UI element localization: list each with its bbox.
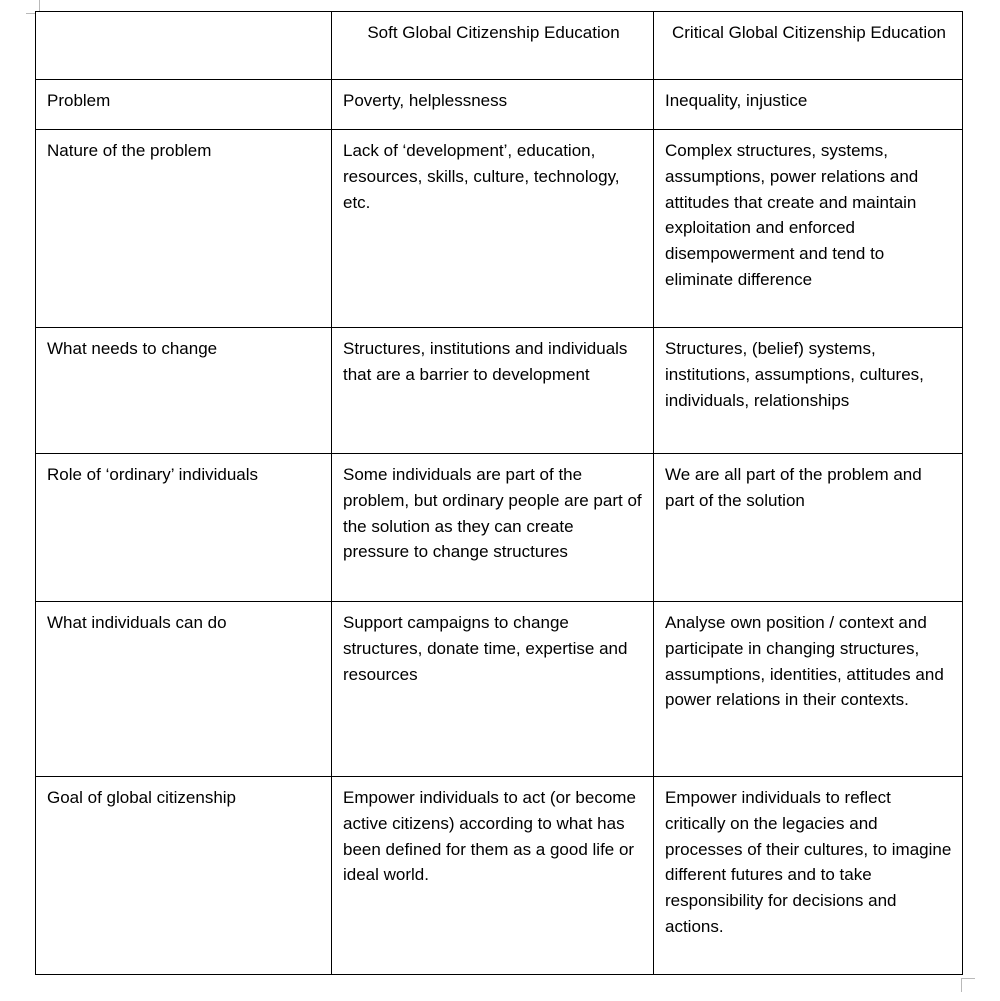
- row-label-problem: [36, 80, 332, 130]
- table-row: [36, 602, 963, 777]
- cell-soft-problem: [332, 80, 654, 130]
- table-row: [36, 328, 963, 454]
- cell-critical-role-of-ordinary-individuals: [654, 454, 963, 602]
- cell-critical-nature-of-the-problem: [654, 130, 963, 328]
- table-row: [36, 454, 963, 602]
- cell-soft-nature-of-the-problem: [332, 130, 654, 328]
- cell-text: Role of ‘ordinary’ individuals: [47, 465, 259, 484]
- cell-text: Structures, (belief) systems, institutions, assumptions, cultures, individuals, relationships: [665, 339, 924, 410]
- cell-text: Complex structures, systems, assumptions, power relations and attitudes that create and maintain exploitation and enforced disempowerment and tend to eliminate difference: [665, 141, 919, 290]
- cell-text: Nature of the problem: [47, 141, 212, 160]
- comparison-table-container: [35, 11, 962, 975]
- table-header: [36, 12, 963, 80]
- cell-text: Empower individuals to reflect critically on the legacies and processes of their cultures, to imagine different futures and to take responsibility for decisions and actions.: [665, 788, 952, 937]
- cell-soft-goal-of-global-citizenship: [332, 777, 654, 975]
- column-header-critical-gce: Critical Global Citizenship Education: [654, 12, 963, 80]
- cell-text: Support campaigns to change structures, donate time, expertise and resources: [343, 613, 628, 684]
- row-label-role-of-ordinary-individuals: [36, 454, 332, 602]
- row-label-what-needs-to-change: [36, 328, 332, 454]
- cell-critical-what-individuals-can-do: [654, 602, 963, 777]
- cell-critical-goal-of-global-citizenship: [654, 777, 963, 975]
- row-label-nature-of-the-problem: [36, 130, 332, 328]
- cell-critical-what-needs-to-change: [654, 328, 963, 454]
- cell-text: Structures, institutions and individuals that are a barrier to development: [343, 339, 628, 384]
- cell-text: Problem: [47, 91, 111, 110]
- cell-critical-problem: [654, 80, 963, 130]
- cell-soft-what-needs-to-change: [332, 328, 654, 454]
- cell-text: Some individuals are part of the problem, but ordinary people are part of the solution as they can create pressure to change structures: [343, 465, 642, 562]
- table-row: [36, 777, 963, 975]
- table-header-row: [36, 12, 963, 80]
- cell-text: Analyse own position / context and participate in changing structures, assumptions, identities, attitudes and power relations in their contexts.: [665, 613, 944, 710]
- cell-soft-role-of-ordinary-individuals: [332, 454, 654, 602]
- table-row: [36, 130, 963, 328]
- row-label-what-individuals-can-do: [36, 602, 332, 777]
- cell-soft-what-individuals-can-do: [332, 602, 654, 777]
- cell-text: Lack of ‘development’, education, resources, skills, culture, technology, etc.: [343, 141, 620, 212]
- column-header-soft-gce: Soft Global Citizenship Education: [332, 12, 654, 80]
- column-header-blank: [36, 12, 332, 80]
- cell-text: Inequality, injustice: [665, 91, 808, 110]
- cell-text: What needs to change: [47, 339, 218, 358]
- cell-text: We are all part of the problem and part of the solution: [665, 465, 922, 510]
- cell-text: Empower individuals to act (or become active citizens) according to what has been defined for them as a good life or ideal world.: [343, 788, 636, 885]
- global-citizenship-comparison-table: [35, 11, 963, 975]
- table-row: [36, 80, 963, 130]
- row-label-goal-of-global-citizenship: [36, 777, 332, 975]
- cell-text: Goal of global citizenship: [47, 788, 237, 807]
- table-body: [36, 80, 963, 975]
- cell-text: Poverty, helplessness: [343, 91, 508, 110]
- crop-mark-bottom-right: [961, 978, 975, 992]
- cell-text: What individuals can do: [47, 613, 227, 632]
